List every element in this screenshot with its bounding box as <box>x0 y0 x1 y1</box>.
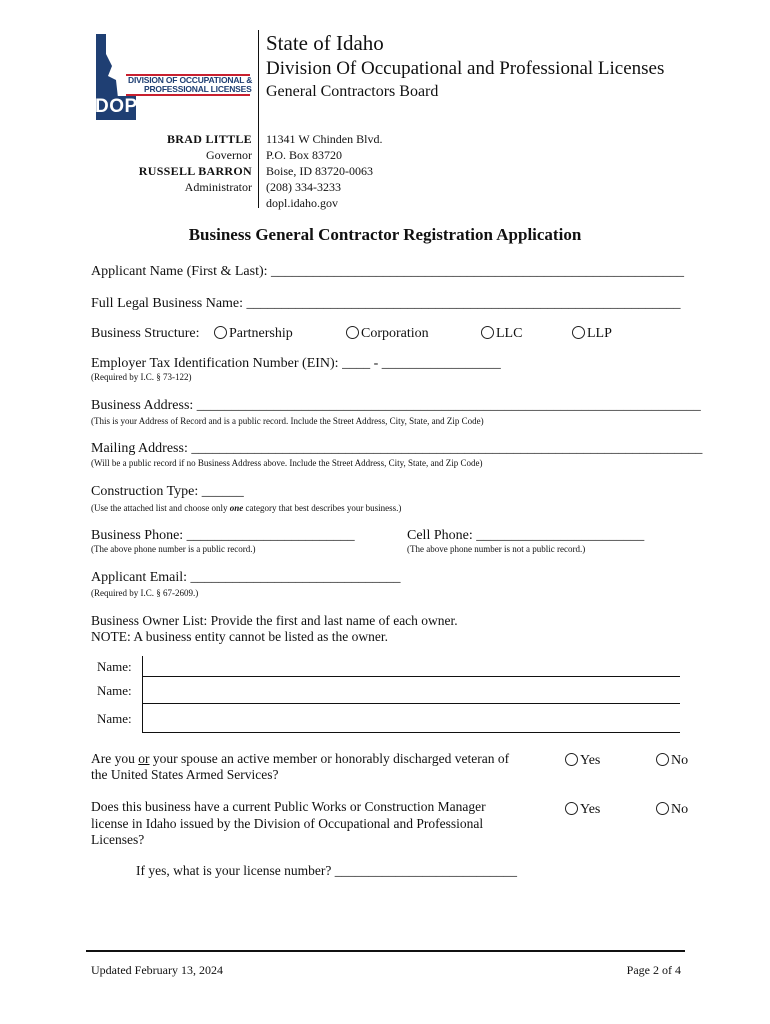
mailing-address-field[interactable]: Mailing Address: _________________________________________________________________________ <box>91 441 703 456</box>
administrator-name: RUSSELL BARRON <box>138 164 252 178</box>
radio-partnership[interactable] <box>214 325 293 342</box>
governor-name: BRAD LITTLE <box>167 132 252 146</box>
note-text: (Use the attached list and choose only <box>91 503 230 513</box>
org-title: State of Idaho <box>266 31 384 55</box>
radio-circle-icon[interactable] <box>481 326 494 339</box>
radio-circle-icon[interactable] <box>572 326 585 339</box>
governor-title: Governor <box>206 148 252 162</box>
business-structure-label: Business Structure: <box>91 326 200 341</box>
radio-circle-icon[interactable] <box>346 326 359 339</box>
logo-subtext-1: DIVISION OF OCCUPATIONAL & <box>128 75 253 85</box>
veteran-question <box>91 751 509 783</box>
radio-circle-icon[interactable] <box>656 753 669 766</box>
construction-type-note <box>91 503 401 514</box>
owner-row <box>91 679 680 705</box>
owner-row <box>91 705 680 733</box>
radio-label: LLP <box>587 326 612 341</box>
business-address-field[interactable]: Business Address: ________________________________________________________________________ <box>91 398 701 413</box>
question-text: license in Idaho issued by the Division of Occupational and Professional <box>91 815 484 831</box>
owner-name-label: Name: <box>97 659 132 674</box>
board-name: General Contractors Board <box>266 83 439 100</box>
ein-note: (Required by I.C. § 73-122) <box>91 372 192 382</box>
footer-rule <box>86 950 685 952</box>
owner-row <box>91 656 680 679</box>
ein-field[interactable]: Employer Tax Identification Number (EIN): ____ - _________________ <box>91 356 501 371</box>
address-block <box>266 131 382 211</box>
owner-list-note: NOTE: A business entity cannot be listed as the owner. <box>91 629 388 644</box>
mailing-address-note: (Will be a public record if no Business Address above. Include the Street Address, City, State, and Zip Code) <box>91 458 483 468</box>
form-title: Business General Contractor Registration Application <box>188 225 582 244</box>
owner-name-label: Name: <box>97 711 132 726</box>
question-text: your spouse an active member or honorably discharged veteran of <box>149 751 510 766</box>
administrator-title: Administrator <box>184 180 252 194</box>
radio-label: No <box>671 753 689 768</box>
dopl-logo <box>92 32 252 122</box>
radio-label: LLC <box>496 326 523 341</box>
radio-llc[interactable] <box>481 325 522 342</box>
radio-circle-icon[interactable] <box>214 326 227 339</box>
question-text: Are you <box>91 751 139 766</box>
radio-label: Yes <box>580 802 601 817</box>
officials-block <box>100 131 252 195</box>
address-line: P.O. Box 83720 <box>266 148 343 162</box>
logo-text: DOPL <box>95 96 150 117</box>
cell-phone-field[interactable]: Cell Phone: ________________________ <box>407 528 645 543</box>
veteran-no-radio[interactable] <box>656 752 688 769</box>
address-line: Boise, ID 83720-0063 <box>266 164 373 178</box>
question-text: Does this business have a current Public Works or Construction Manager <box>91 799 486 814</box>
radio-llp[interactable] <box>572 325 612 342</box>
question-text: Licenses? <box>91 832 145 847</box>
division-name: Division Of Occupational and Professional Licenses <box>266 58 665 79</box>
radio-label: Corporation <box>361 326 429 341</box>
note-emphasis: one <box>229 503 244 513</box>
public-works-yes-radio[interactable] <box>565 801 600 818</box>
owner-name-label: Name: <box>97 683 132 698</box>
question-emphasis: or <box>138 751 150 766</box>
owner-name-input[interactable] <box>143 705 680 733</box>
public-works-no-radio[interactable] <box>656 801 688 818</box>
website-link[interactable]: dopl.idaho.gov <box>266 196 338 210</box>
owner-name-input[interactable] <box>143 656 680 677</box>
owner-table <box>91 656 680 733</box>
radio-circle-icon[interactable] <box>656 802 669 815</box>
construction-type-field[interactable]: Construction Type: ______ <box>91 484 244 499</box>
note-text: category that best describes your business.) <box>243 503 402 513</box>
radio-circle-icon[interactable] <box>565 753 578 766</box>
radio-corporation[interactable] <box>346 325 429 342</box>
owner-name-input[interactable] <box>143 679 680 704</box>
applicant-email-field[interactable]: Applicant Email: ______________________________ <box>91 570 401 585</box>
business-phone-note: (The above phone number is a public record.) <box>91 544 256 554</box>
header-divider <box>258 30 259 208</box>
public-works-question <box>91 799 486 849</box>
phone-line: (208) 334-3233 <box>266 180 341 194</box>
license-number-field[interactable]: If yes, what is your license number? ___________________________ <box>136 863 517 878</box>
email-note: (Required by I.C. § 67-2609.) <box>91 588 199 598</box>
legal-business-name-field[interactable]: Full Legal Business Name: ______________________________________________________________ <box>91 296 681 311</box>
owner-list-instructions: Business Owner List: Provide the first and last name of each owner. <box>91 613 458 628</box>
radio-circle-icon[interactable] <box>565 802 578 815</box>
logo-subtext-2: PROFESSIONAL LICENSES <box>144 84 252 94</box>
question-text: the United States Armed Services? <box>91 767 279 782</box>
radio-label: Partnership <box>229 326 293 341</box>
footer-updated: Updated February 13, 2024 <box>91 963 223 977</box>
radio-label: No <box>671 802 689 817</box>
cell-phone-note: (The above phone number is not a public record.) <box>407 544 586 554</box>
radio-label: Yes <box>580 753 601 768</box>
footer-page-number: Page 2 of 4 <box>626 963 681 977</box>
veteran-yes-radio[interactable] <box>565 752 600 769</box>
business-phone-field[interactable]: Business Phone: ________________________ <box>91 528 355 543</box>
address-line: 11341 W Chinden Blvd. <box>266 132 383 146</box>
business-address-note: (This is your Address of Record and is a public record. Include the Street Address, City, State, and Zip Code) <box>91 416 484 426</box>
applicant-name-field[interactable]: Applicant Name (First & Last): ___________________________________________________________ <box>91 264 685 279</box>
